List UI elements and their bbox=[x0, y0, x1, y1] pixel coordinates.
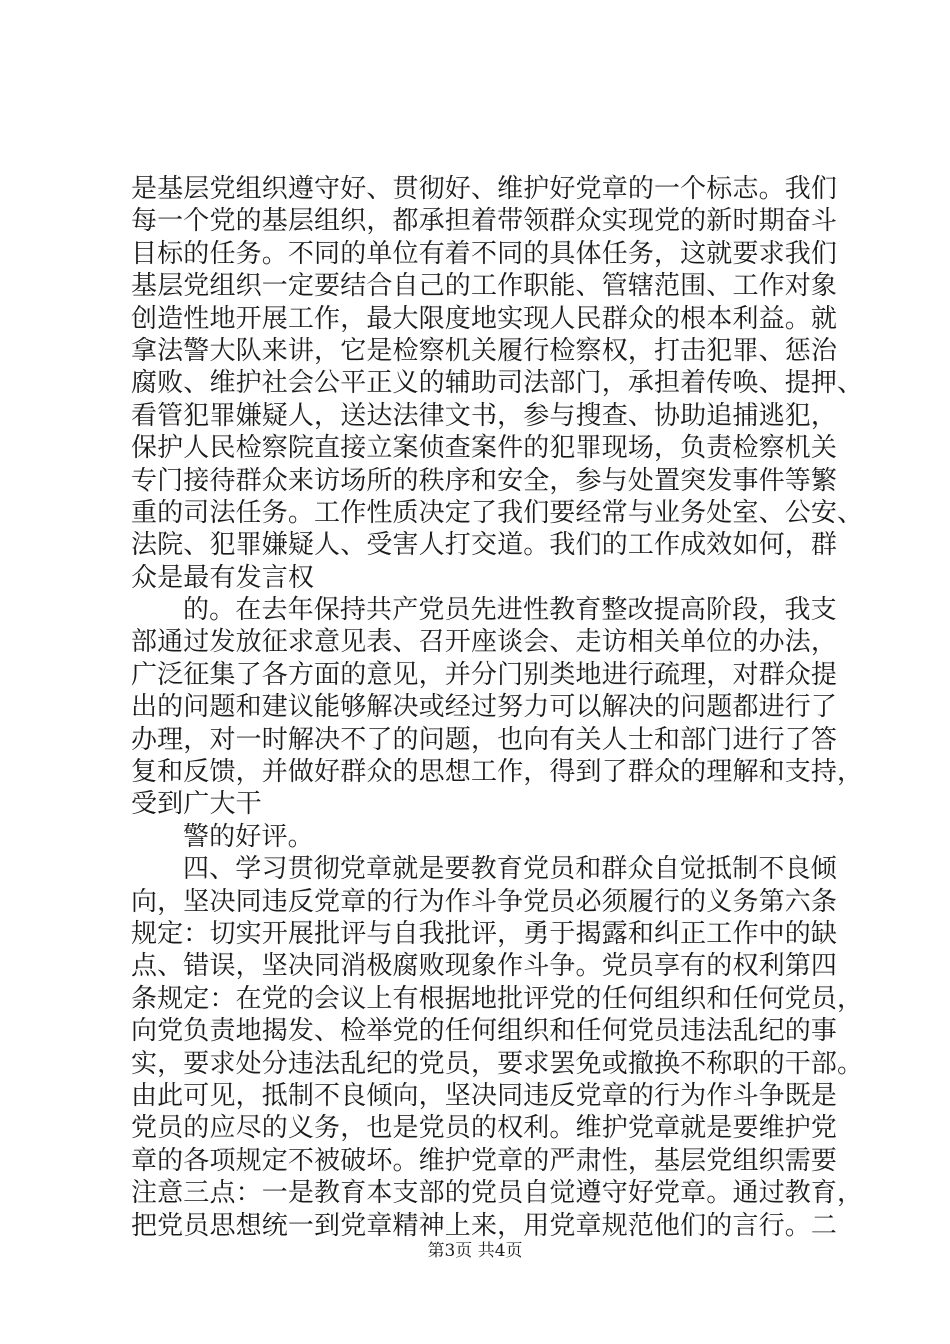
text-line: 每一个党的基层组织，都承担着带领群众实现党的新时期奋斗 bbox=[131, 206, 838, 237]
text-line: 复和反馈，并做好群众的思想工作，得到了群众的理解和支持， bbox=[131, 757, 864, 788]
text-line: 党员的应尽的义务，也是党员的权利。维护党章就是要维护党 bbox=[131, 1113, 838, 1144]
text-line: 向党负责地揭发、检举党的任何组织和任何党员违法乱纪的事 bbox=[131, 1016, 838, 1047]
text-line: 拿法警大队来讲，它是检察机关履行检察权，打击犯罪、惩治 bbox=[131, 335, 838, 366]
text-line: 看管犯罪嫌疑人，送达法律文书，参与搜查、协助追捕逃犯， bbox=[131, 400, 838, 431]
text-line: 众是最有发言权 bbox=[131, 562, 315, 593]
page-footer: 第3页 共4页 bbox=[427, 1241, 523, 1261]
text-line: 实，要求处分违法乱纪的党员，要求罢免或撤换不称职的干部。 bbox=[131, 1048, 864, 1079]
text-line: 警的好评。 bbox=[183, 821, 314, 852]
text-line: 把党员思想统一到党章精神上来，用党章规范他们的言行。二 bbox=[131, 1210, 838, 1241]
text-line: 规定：切实开展批评与自我批评，勇于揭露和纠正工作中的缺 bbox=[131, 918, 838, 949]
text-line: 广泛征集了各方面的意见，并分门别类地进行疏理，对群众提 bbox=[131, 659, 838, 690]
text-line: 专门接待群众来访场所的秩序和安全，参与处置突发事件等繁 bbox=[131, 465, 838, 496]
text-line: 目标的任务。不同的单位有着不同的具体任务，这就要求我们 bbox=[131, 238, 838, 269]
text-line: 基层党组织一定要结合自己的工作职能、管辖范围、工作对象 bbox=[131, 271, 838, 302]
text-line: 章的各项规定不被破坏。维护党章的严肃性，基层党组织需要 bbox=[131, 1145, 838, 1176]
text-line: 部通过发放征求意见表、召开座谈会、走访相关单位的办法， bbox=[131, 627, 838, 658]
text-line: 点、错误，坚决同消极腐败现象作斗争。党员享有的权利第四 bbox=[131, 951, 838, 982]
text-line: 保护人民检察院直接立案侦查案件的犯罪现场，负责检察机关 bbox=[131, 433, 838, 464]
text-line: 创造性地开展工作，最大限度地实现人民群众的根本利益。就 bbox=[131, 303, 838, 334]
text-line: 受到广大干 bbox=[131, 789, 262, 820]
text-line: 是基层党组织遵守好、贯彻好、维护好党章的一个标志。我们 bbox=[131, 174, 838, 204]
text-line: 腐败、维护社会公平正义的辅助司法部门，承担着传唤、提押、 bbox=[131, 368, 864, 399]
text-line: 的。在去年保持共产党员先进性教育整改提高阶段，我支 bbox=[183, 595, 837, 626]
text-line: 四、学习贯彻党章就是要教育党员和群众自觉抵制不良倾 bbox=[183, 854, 837, 885]
text-line: 重的司法任务。工作性质决定了我们要经常与业务处室、公安、 bbox=[131, 497, 864, 528]
text-line: 出的问题和建议能够解决或经过努力可以解决的问题都进行了 bbox=[131, 692, 838, 723]
text-line: 注意三点：一是教育本支部的党员自觉遵守好党章。通过教育， bbox=[131, 1178, 864, 1209]
text-line: 向，坚决同违反党章的行为作斗争党员必须履行的义务第六条 bbox=[131, 886, 838, 917]
document-body bbox=[131, 173, 864, 1242]
text-line: 由此可见，抵制不良倾向，坚决同违反党章的行为作斗争既是 bbox=[131, 1080, 838, 1111]
text-line: 办理，对一时解决不了的问题，也向有关人士和部门进行了答 bbox=[131, 724, 838, 755]
text-line: 法院、犯罪嫌疑人、受害人打交道。我们的工作成效如何，群 bbox=[131, 530, 838, 561]
text-line: 条规定：在党的会议上有根据地批评党的任何组织和任何党员， bbox=[131, 983, 864, 1014]
